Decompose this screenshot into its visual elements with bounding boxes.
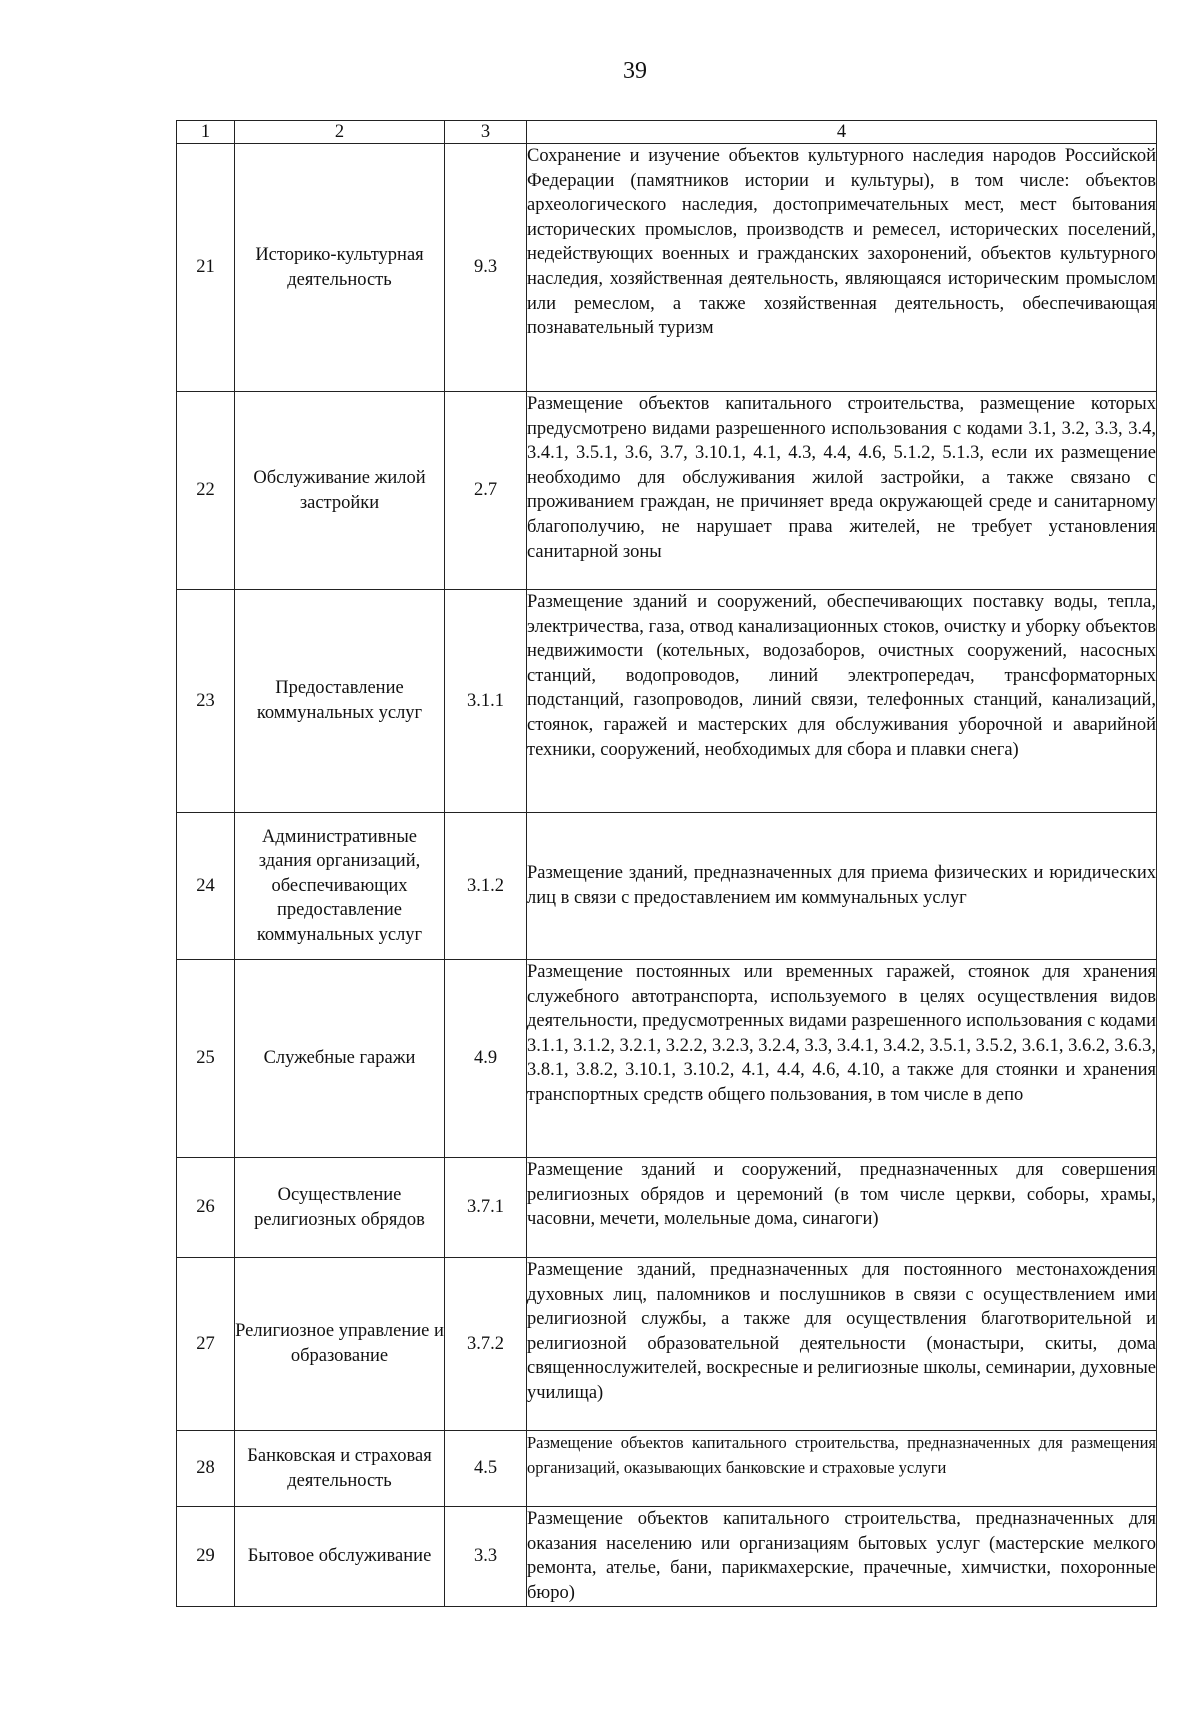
column-header: 2 (235, 121, 445, 144)
use-name: Бытовое обслуживание (235, 1507, 445, 1607)
use-name: Осуществление религиозных обрядов (235, 1158, 445, 1258)
table-row (177, 392, 1157, 590)
column-header: 4 (527, 121, 1157, 144)
use-description: Размещение объектов капитального строительства, размещение которых предусмотрено видами разрешенного использования с кодами 3.1, 3.2, 3.3, 3.4, 3.4.1, 3.5.1, 3.6, 3.7, 3.10.1, 4.1, 4.3, 4.4, 4.6, 5.1.2, 5.1.3, если их размещение необходимо для обслуживания жилой застройки, а также связано с проживанием граждан, не причиняет вреда окружающей среде и санитарному благополучию, не нарушает права жителей, не требует установления санитарной зоны (527, 392, 1157, 590)
use-code: 9.3 (445, 144, 527, 392)
use-code: 4.9 (445, 960, 527, 1158)
use-name: Религиозное управление и образование (235, 1258, 445, 1431)
row-number: 27 (177, 1258, 235, 1431)
table-row (177, 1431, 1157, 1507)
page-number: 39 (623, 58, 647, 84)
use-description: Сохранение и изучение объектов культурного наследия народов Российской Федерации (памятников истории и культуры), в том числе: объектов археологического наследия, достопримечательных мест, мест бытования исторических промыслов, производств и ремесел, исторических поселений, недействующих военных и гражданских захоронений, объектов культурного наследия, хозяйственная деятельность, являющаяся историческим промыслом или ремеслом, а также хозяйственная деятельность, обеспечивающая познавательный туризм (527, 144, 1157, 392)
use-description: Размещение зданий и сооружений, предназначенных для совершения религиозных обрядов и церемоний (в том числе церкви, соборы, храмы, часовни, мечети, молельные дома, синагоги) (527, 1158, 1157, 1258)
use-name: Историко-культурная деятельность (235, 144, 445, 392)
land-use-table (176, 120, 1157, 1607)
use-code: 4.5 (445, 1431, 527, 1507)
use-code: 3.3 (445, 1507, 527, 1607)
use-description: Размещение зданий, предназначенных для приема физических и юридических лиц в связи с предоставлением им коммунальных услуг (527, 813, 1157, 960)
column-header: 1 (177, 121, 235, 144)
table-row (177, 813, 1157, 960)
use-name: Обслуживание жилой застройки (235, 392, 445, 590)
column-header: 3 (445, 121, 527, 144)
use-code: 3.1.2 (445, 813, 527, 960)
table-row (177, 1158, 1157, 1258)
header-row (177, 121, 1157, 144)
table-row (177, 960, 1157, 1158)
row-number: 24 (177, 813, 235, 960)
use-name: Административные здания организаций, обеспечивающих предоставление коммунальных услуг (235, 813, 445, 960)
table-row (177, 1258, 1157, 1431)
table-row (177, 590, 1157, 813)
use-name: Служебные гаражи (235, 960, 445, 1158)
use-code: 3.1.1 (445, 590, 527, 813)
use-description: Размещение объектов капитального строительства, предназначенных для оказания населению или организациям бытовых услуг (мастерские мелкого ремонта, ателье, бани, парикмахерские, прачечные, химчистки, похоронные бюро) (527, 1507, 1157, 1607)
row-number: 22 (177, 392, 235, 590)
use-name: Предоставление коммунальных услуг (235, 590, 445, 813)
row-number: 21 (177, 144, 235, 392)
row-number: 23 (177, 590, 235, 813)
use-code: 2.7 (445, 392, 527, 590)
use-description: Размещение постоянных или временных гаражей, стоянок для хранения служебного автотранспорта, используемого в целях осуществления видов деятельности, предусмотренных видами разрешенного использования с кодами 3.1.1, 3.1.2, 3.2.1, 3.2.2, 3.2.3, 3.2.4, 3.3, 3.4.1, 3.4.2, 3.5.1, 3.5.2, 3.6.1, 3.6.2, 3.6.3, 3.8.1, 3.8.2, 3.10.1, 3.10.2, 4.1, 4.4, 4.6, 4.10, а также для стоянки и хранения транспортных средств общего пользования, в том числе в депо (527, 960, 1157, 1158)
use-description: Размещение объектов капитального строительства, предназначенных для размещения организаций, оказывающих банковские и страховые услуги (527, 1431, 1157, 1507)
row-number: 29 (177, 1507, 235, 1607)
table-row (177, 1507, 1157, 1607)
use-description: Размещение зданий и сооружений, обеспечивающих поставку воды, тепла, электричества, газа, отвод канализационных стоков, очистку и уборку объектов недвижимости (котельных, водозаборов, очистных сооружений, насосных станций, водопроводов, линий электропередач, трансформаторных подстанций, газопроводов, линий связи, телефонных станций, канализаций, стоянок, гаражей и мастерских для обслуживания уборочной и аварийной техники, сооружений, необходимых для сбора и плавки снега) (527, 590, 1157, 813)
use-name: Банковская и страховая деятельность (235, 1431, 445, 1507)
row-number: 28 (177, 1431, 235, 1507)
use-code: 3.7.1 (445, 1158, 527, 1258)
use-code: 3.7.2 (445, 1258, 527, 1431)
row-number: 26 (177, 1158, 235, 1258)
row-number: 25 (177, 960, 235, 1158)
table-row (177, 144, 1157, 392)
use-description: Размещение зданий, предназначенных для постоянного местонахождения духовных лиц, паломников и послушников в связи с осуществлением ими религиозной службы, а также для осуществления благотворительной и религиозной образовательной деятельности (монастыри, скиты, дома священнослужителей, воскресные и религиозные школы, семинарии, духовные училища) (527, 1258, 1157, 1431)
